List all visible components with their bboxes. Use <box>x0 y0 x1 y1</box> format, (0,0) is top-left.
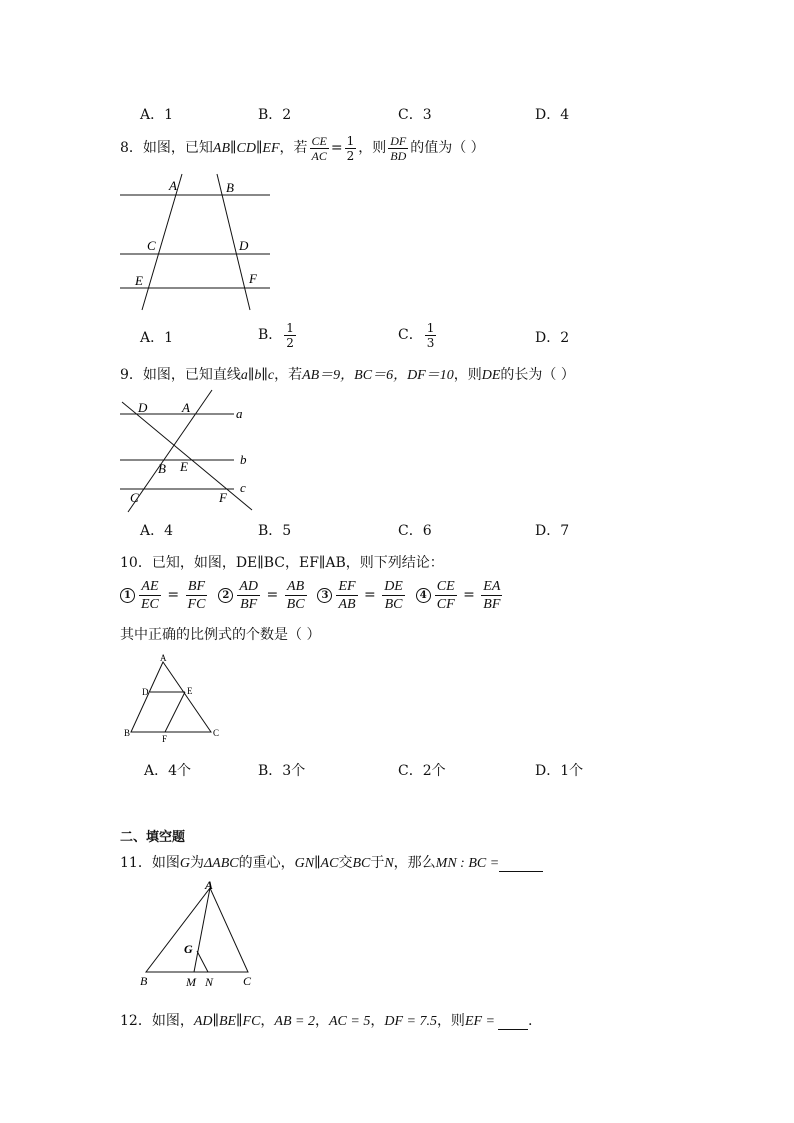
q8-frac2-num: 1 <box>346 133 355 148</box>
q9-given: AB＝9，BC＝6，DF＝10 <box>302 368 454 383</box>
q9-label-line-a: a <box>236 406 243 421</box>
q8-option-c: C． $\frac{1}{3}$ <box>398 320 435 350</box>
q8-text-if: ，若 <box>279 140 308 156</box>
q8-option-b: B． $\frac{1}{2}$ <box>258 320 294 350</box>
q9-option-c: C．6 <box>398 523 432 539</box>
q10-item-4: 4 $\frac{CE}{CF}$ = $\frac{EA}{BF}$ <box>416 587 505 603</box>
q11-label-n: N <box>205 975 214 989</box>
q11-label-a: A <box>205 878 214 892</box>
q8-frac1-den: AC <box>311 148 327 163</box>
q8-fraction-ce-ac <box>310 134 329 163</box>
q8-option-a: A．1 <box>140 330 174 346</box>
q11-label-b: B <box>140 974 148 988</box>
q11-figure <box>134 876 264 992</box>
q9-option-a: A．4 <box>140 523 174 539</box>
q9-label-line-b: b <box>240 452 247 467</box>
q10-label-a: A <box>160 653 167 663</box>
q10-items <box>120 575 504 615</box>
q10-item-3: 3 $\frac{EF}{AB}$ = $\frac{DE}{BC}$ <box>317 587 406 603</box>
q8-label-d: D <box>239 238 249 253</box>
q12-answer-blank[interactable] <box>498 1013 528 1030</box>
q8-number: 8． <box>120 140 143 156</box>
q9-label-c: C <box>130 490 139 505</box>
q10-figure <box>118 652 228 744</box>
q8-text-then: ，则 <box>358 140 387 156</box>
section-title-fill-in: 二、填空题 <box>120 830 186 845</box>
q9-label-line-c: c <box>240 480 246 495</box>
q10-stem: 10．已知，如图，DE∥BC，EF∥AB，则下列结论： <box>120 555 444 571</box>
q8-label-a: A <box>169 178 177 193</box>
q11-ratio: MN : BC = <box>435 856 500 871</box>
q8-condition: AB∥CD∥EF <box>212 141 280 156</box>
q8-frac1-num: CE <box>311 133 327 148</box>
q11-answer-blank[interactable] <box>499 855 543 872</box>
q10-question: 其中正确的比例式的个数是（ ） <box>120 627 321 643</box>
q10-item-1: 1 $\frac{AE}{EC}$ = $\frac{BF}{FC}$ <box>120 587 209 603</box>
q10-option-c: C．2个 <box>398 763 446 779</box>
q8-figure <box>110 168 280 316</box>
q12-stem: 12．如图，AD∥BE∥FC，AB = 2，AC = 5，DF = 7.5，则EF = . <box>120 1013 533 1029</box>
q8-fraction-half <box>345 134 357 163</box>
q10-label-b: B <box>124 728 131 738</box>
q10-label-f: F <box>162 734 168 744</box>
q9-option-d: D．7 <box>535 523 570 539</box>
q8-frac2-den: 2 <box>346 148 355 163</box>
q8-label-b: B <box>226 180 234 195</box>
q12-condition: AD∥BE∥FC <box>193 1014 261 1029</box>
q9-lines: a∥b∥c <box>240 368 275 383</box>
q8-option-d: D．2 <box>535 330 570 346</box>
q8-label-c: C <box>147 238 156 253</box>
q9-label-e: E <box>180 459 188 474</box>
q8-text-post: 的值为（ ） <box>410 140 485 156</box>
q7-option-a: A．1 <box>140 107 174 123</box>
q8-frac3-num: DF <box>390 133 407 148</box>
q8-text-pre: 如图，已知 <box>142 140 213 156</box>
q11-triangle: ΔABC <box>203 856 239 871</box>
q9-target: DE <box>481 368 501 383</box>
q9-label-b: B <box>158 461 166 476</box>
q7-option-c: C．3 <box>398 107 432 123</box>
q8-label-e: E <box>135 273 143 288</box>
q10-option-b: B．3个 <box>258 763 306 779</box>
q7-option-b: B．2 <box>258 107 292 123</box>
q11-label-c: C <box>243 974 252 988</box>
q9-figure <box>110 388 260 516</box>
q9-label-f: F <box>219 490 227 505</box>
q10-option-a: A．4个 <box>144 763 192 779</box>
q10-item-2: 2 $\frac{AD}{BF}$ = $\frac{AB}{BC}$ <box>218 587 308 603</box>
q10-label-c: C <box>213 728 220 738</box>
q7-option-d: D．4 <box>535 107 570 123</box>
q9-option-b: B．5 <box>258 523 292 539</box>
q9-stem: 9．如图，已知直线a∥b∥c，若AB＝9，BC＝6，DF＝10，则DE的长为（ ） <box>120 367 575 383</box>
q8-stem <box>120 130 485 167</box>
q9-label-a: A <box>182 400 190 415</box>
q8-label-f: F <box>249 271 257 286</box>
q8-frac3-den: BD <box>390 148 407 163</box>
q10-option-d: D．1个 <box>535 763 584 779</box>
q11-stem: 11．如图G为ΔABC的重心，GN∥AC交BC于N，那么MN : BC = <box>120 852 543 872</box>
q8-fraction-df-bd <box>388 134 408 163</box>
q9-label-d: D <box>138 400 148 415</box>
q10-label-d: D <box>142 687 149 697</box>
q10-label-e: E <box>187 686 193 696</box>
q11-label-g: G <box>184 942 193 956</box>
q8-equals: = <box>330 140 343 156</box>
q11-condition: GN∥AC <box>294 856 339 871</box>
q11-label-m: M <box>186 975 196 989</box>
